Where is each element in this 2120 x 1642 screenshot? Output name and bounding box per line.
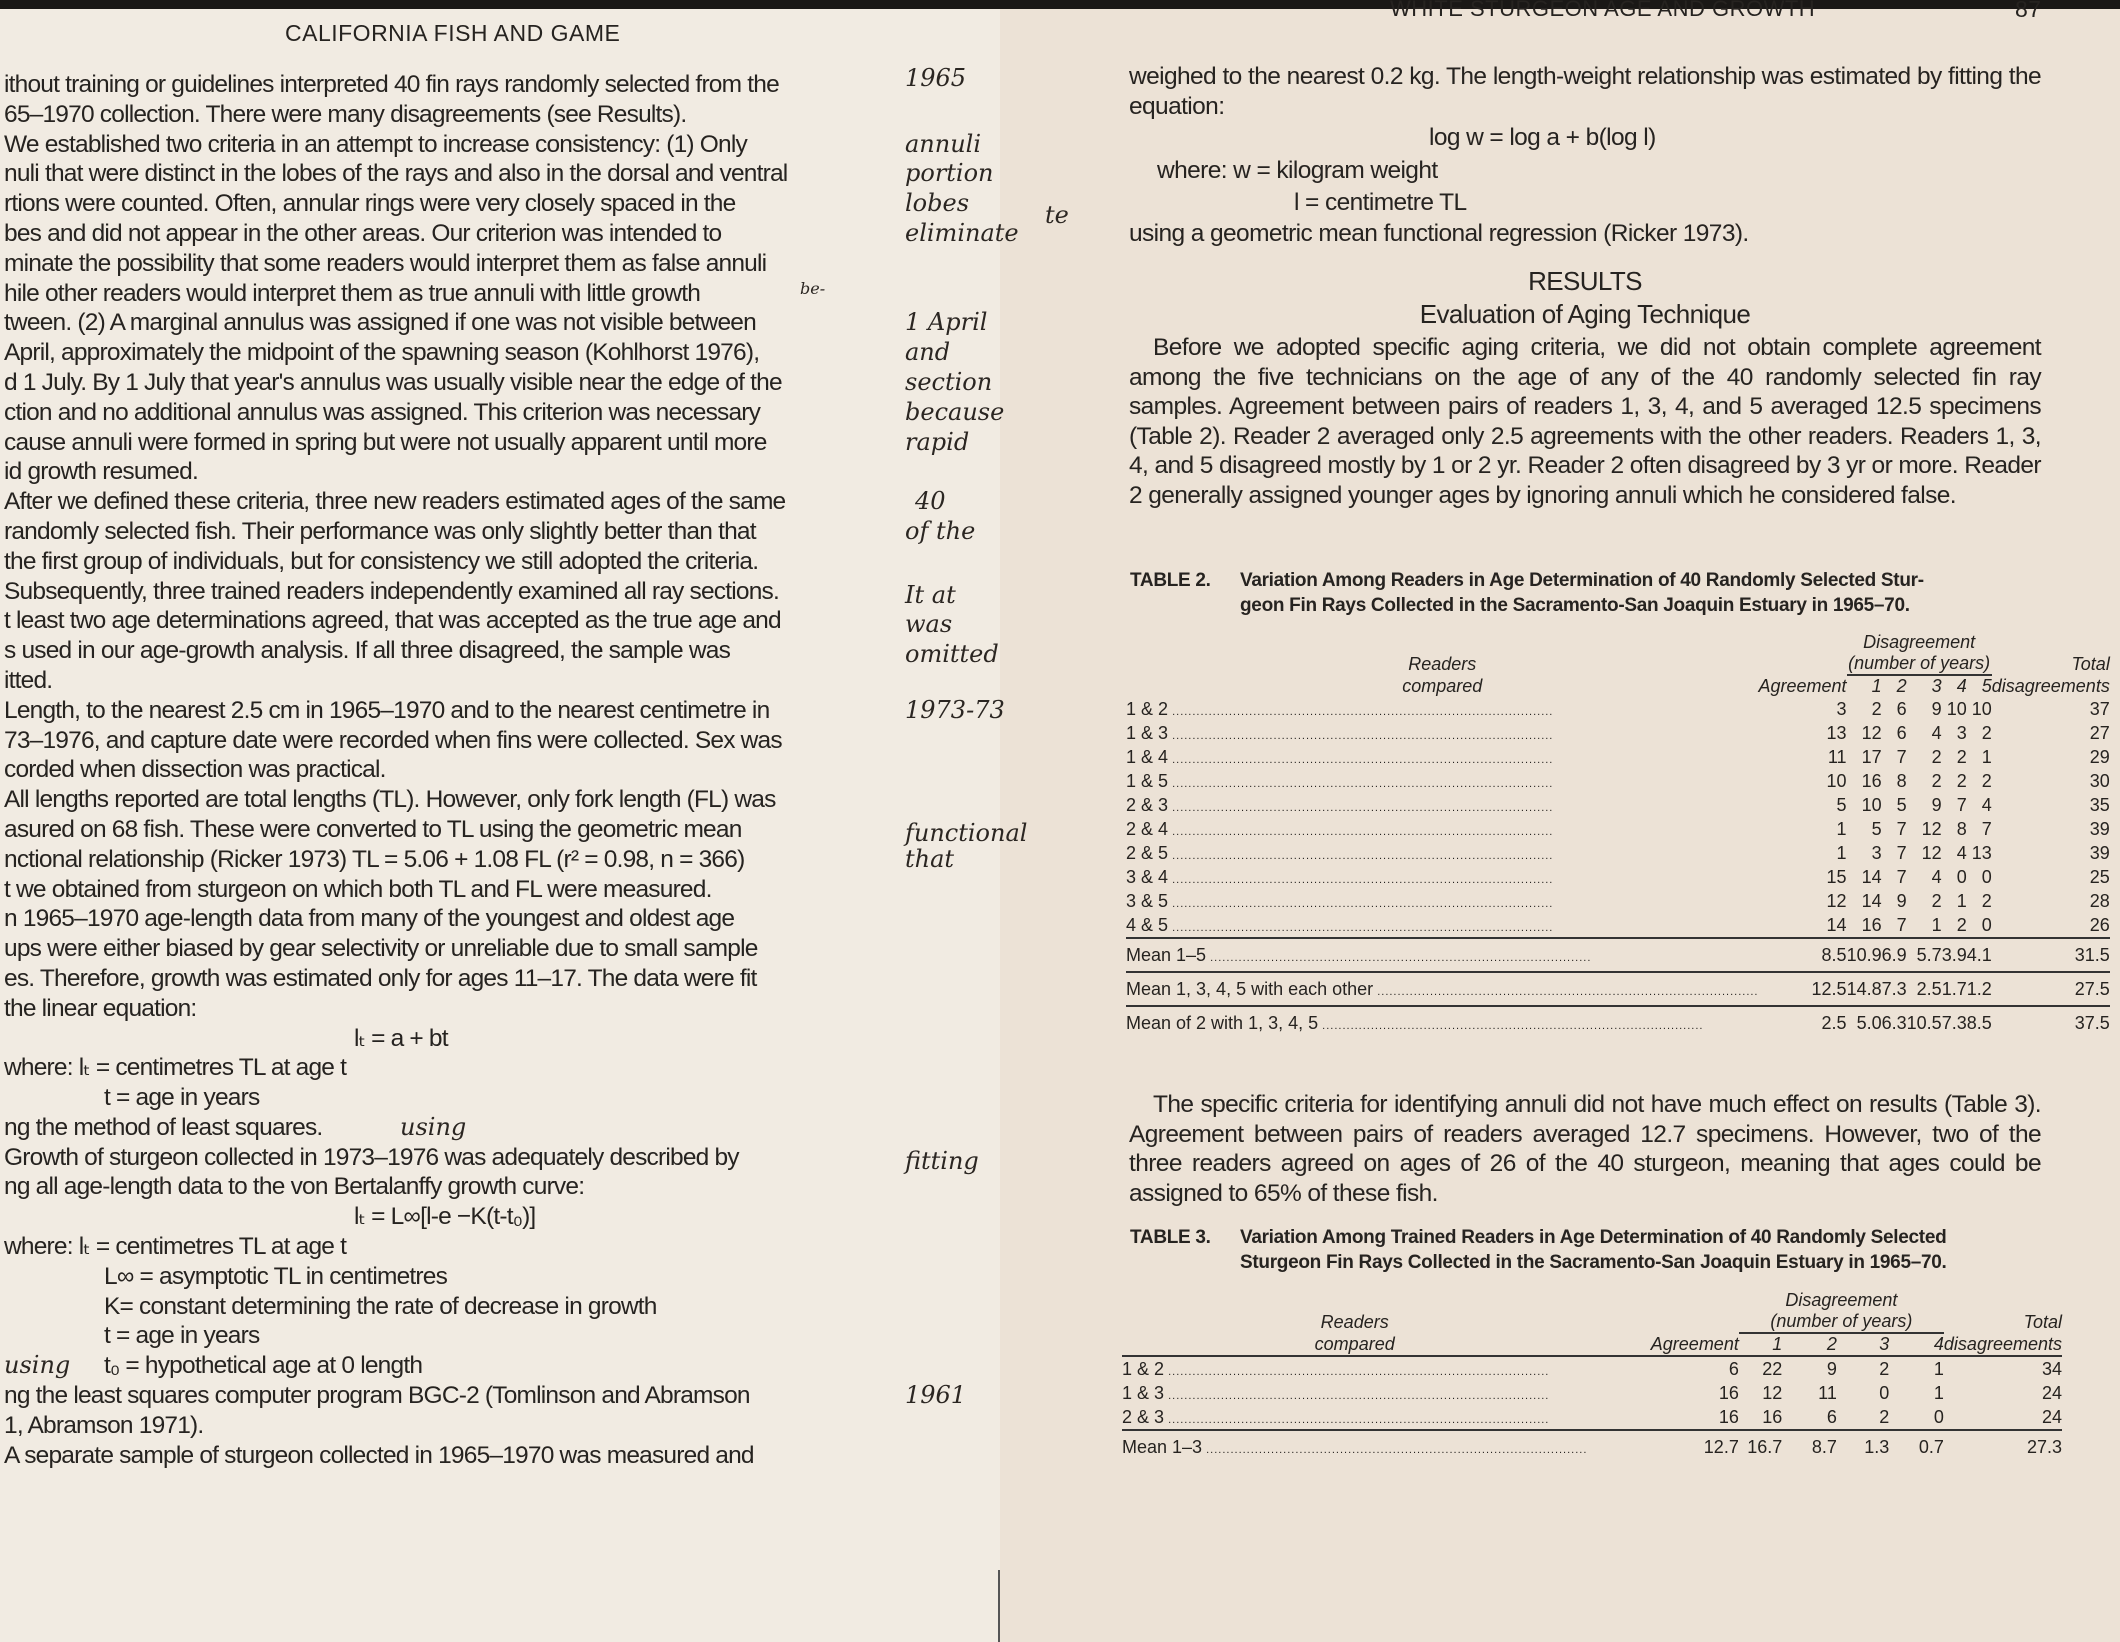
text-line: We established two criteria in an attempt to increase consistency: (1) Only: [4, 130, 747, 158]
cell-value: 1: [1933, 1358, 1944, 1379]
cell-value: 10: [1971, 698, 1992, 719]
header-readers: Readers: [1408, 653, 1477, 674]
text-line: t₀ = hypothetical age at 0 length: [104, 1352, 423, 1380]
handwritten-note: annuli: [905, 129, 982, 158]
cell-value: 39: [2089, 842, 2110, 863]
table-label: TABLE 3.: [1130, 1227, 1211, 1248]
text-line: ng the method of least squares.: [4, 1113, 323, 1141]
text-line: where: lₜ = centimetres TL at age t: [4, 1054, 347, 1082]
row-label: 2 & 5 .....: [1126, 841, 1759, 865]
text-line: n 1965–1970 age-length data from many of the youngest and oldest age: [4, 905, 735, 933]
row-label: 1 & 4 .....: [1126, 745, 1759, 769]
handwritten-note: portion: [905, 159, 994, 188]
header-year-col: 2: [1896, 676, 1907, 696]
text-line: ction and no additional annulus was assigned. This criterion was necessary: [4, 398, 761, 426]
text-line: All lengths reported are total lengths (TL). However, only fork length (FL) was: [4, 786, 776, 814]
text-line: t = age in years: [104, 1322, 260, 1350]
text-line: itted.: [4, 666, 53, 694]
cell-value: 37.5: [1992, 1006, 2110, 1039]
text-line: Length, to the nearest 2.5 cm in 1965–1970 and to the nearest centimetre in: [4, 696, 770, 724]
cell-value: 1.3: [1837, 1430, 1889, 1463]
cell-value: 0: [1933, 1406, 1944, 1427]
text-line: nuli that were distinct in the lobes of the rays and also in the dorsal and ventral: [4, 160, 788, 188]
text-line: 65–1970 collection. There were many disagreements (see Results).: [4, 100, 687, 128]
row-label: 4 & 5 .....: [1126, 913, 1759, 938]
text-line: d 1 July. By 1 July that year's annulus was usually visible near the edge of the: [4, 368, 782, 396]
table-label: TABLE 2.: [1130, 570, 1211, 591]
cell-value: 29: [2089, 746, 2110, 767]
cell-value: 6: [1896, 698, 1907, 719]
cell-value: 12: [1921, 842, 1942, 863]
cell-value: 4: [1931, 722, 1942, 743]
caption-line: Variation Among Readers in Age Determination of 40 Randomly Selected Stur-: [1240, 570, 1924, 591]
cell-value: 28: [2089, 890, 2110, 911]
cell-value: 6.3: [1882, 1006, 1907, 1039]
header-year-col: 1: [1871, 676, 1882, 696]
header-year-col: 2: [1826, 1334, 1837, 1354]
cell-value: 8.5: [1759, 938, 1847, 972]
cell-value: 13: [1826, 722, 1847, 743]
cell-value: 12: [1826, 890, 1847, 911]
mean-row: [1126, 972, 2110, 1006]
running-head-left: CALIFORNIA FISH AND GAME: [285, 20, 621, 46]
handwritten-note: because: [905, 397, 1005, 426]
handwritten-note: 1961: [905, 1381, 967, 1410]
cell-value: 6.9: [1882, 938, 1907, 972]
caption-line: geon Fin Rays Collected in the Sacramento-San Joaquin Estuary in 1965–70.: [1240, 595, 1910, 616]
cell-value: 7: [1896, 746, 1907, 767]
text-line: minate the possibility that some readers would interpret them as false annuli: [4, 249, 767, 277]
cell-value: 1: [1931, 914, 1942, 935]
handwritten-note: 1973-73: [905, 695, 1005, 724]
cell-value: 7.3: [1942, 1006, 1967, 1039]
handwritten-note: eliminate: [905, 219, 1019, 247]
text-line: After we defined these criteria, three new readers estimated ages of the same: [4, 488, 786, 516]
cell-value: 24: [2041, 1382, 2062, 1403]
cell-value: 9: [1826, 1358, 1837, 1379]
cell-value: 37: [2089, 698, 2110, 719]
paragraph: weighed to the nearest 0.2 kg. The length-weight relationship was estimated by fitting the equation:: [1129, 63, 2041, 120]
cell-value: 2: [1931, 890, 1942, 911]
handwritten-note: te: [1045, 201, 1069, 229]
text-line: ng all age-length data to the von Bertalanffy growth curve:: [4, 1173, 585, 1201]
cell-value: 22: [1762, 1358, 1783, 1379]
cell-value: 2: [1981, 890, 1992, 911]
cell-value: 1.2: [1967, 972, 1992, 1006]
cell-value: 10: [1826, 770, 1847, 791]
cell-value: 8: [1896, 770, 1907, 791]
header-total2: disagreements: [1991, 675, 2110, 696]
page-number: 87: [2015, 0, 2042, 22]
cell-value: 2: [1879, 1406, 1890, 1427]
cell-value: 3: [1956, 722, 1967, 743]
cell-value: 12.5: [1759, 972, 1847, 1006]
table-row: [1126, 889, 2110, 913]
row-label: 2 & 3 .....: [1126, 793, 1759, 817]
cell-value: 39: [2089, 818, 2110, 839]
row-label: 2 & 3 .....: [1122, 1405, 1587, 1430]
handwritten-note: using: [400, 1113, 467, 1141]
text-line: hile other readers would interpret them as true annuli with little growth: [4, 279, 701, 307]
table-row: [1126, 721, 2110, 745]
cell-value: 0: [1956, 866, 1967, 887]
subsection-heading: Evaluation of Aging Technique: [1419, 299, 1751, 329]
cell-value: 2: [1956, 914, 1967, 935]
header-disagreement: Disagreement: [1785, 1290, 1898, 1310]
where-line: where: w = kilogram weight: [1157, 157, 1438, 184]
text-line: April, approximately the midpoint of the spawning season (Kohlhorst 1976),: [4, 339, 760, 367]
cell-value: 14: [1861, 866, 1882, 887]
cell-value: 1: [1933, 1382, 1944, 1403]
header-year-col: 4: [1956, 676, 1967, 696]
cell-value: 7.3: [1882, 972, 1907, 1006]
header-agreement: Agreement: [1650, 1333, 1739, 1354]
equation: log w = log a + b(log l): [1429, 124, 1656, 151]
text-line: bes and did not appear in the other areas. Our criterion was intended to: [4, 219, 722, 247]
cell-value: 16: [1861, 770, 1882, 791]
header-total2: disagreements: [1943, 1333, 2062, 1354]
row-label: 1 & 3 .....: [1122, 1381, 1587, 1405]
cell-value: 10.9: [1847, 938, 1882, 972]
cell-value: 6: [1728, 1358, 1739, 1379]
where-line: l = centimetre TL: [1294, 189, 1467, 216]
handwritten-note: section: [905, 368, 993, 396]
handwritten-note: 1 April: [905, 308, 988, 337]
handwritten-note: was: [905, 610, 953, 639]
cell-value: 10.5: [1907, 1006, 1942, 1039]
header-compared: compared: [1314, 1333, 1395, 1354]
cell-value: 9: [1931, 794, 1942, 815]
cell-value: 1.7: [1942, 972, 1967, 1006]
caption-line: Variation Among Trained Readers in Age Determination of 40 Randomly Selected: [1240, 1227, 1947, 1248]
row-label: 1 & 5 .....: [1126, 769, 1759, 793]
cell-value: 3.9: [1942, 938, 1967, 972]
cell-value: 2: [1956, 746, 1967, 767]
text-line: Growth of sturgeon collected in 1973–1976 was adequately described by: [4, 1143, 739, 1171]
mean-row: [1126, 938, 2110, 972]
cell-value: 12: [1861, 722, 1882, 743]
cell-value: 5.7: [1907, 938, 1942, 972]
cell-value: 1: [1981, 746, 1992, 767]
header-years: (number of years): [1739, 1311, 1944, 1333]
cell-value: 1: [1836, 842, 1847, 863]
cell-value: 2: [1879, 1358, 1890, 1379]
cell-value: 0: [1879, 1382, 1890, 1403]
text-line: asured on 68 fish. These were converted to TL using the geometric mean: [4, 815, 742, 843]
cell-value: 2: [1931, 746, 1942, 767]
cell-value: 5: [1871, 818, 1882, 839]
cell-value: 16: [1718, 1382, 1739, 1403]
text-line: ithout training or guidelines interpreted 40 fin rays randomly selected from the: [4, 71, 779, 98]
cell-value: 31.5: [1992, 938, 2110, 972]
cell-value: 14.8: [1847, 972, 1882, 1006]
text-line: s used in our age-growth analysis. If all three disagreed, the sample was: [4, 637, 731, 665]
cell-value: 11: [1818, 1382, 1837, 1403]
table-row: [1126, 865, 2110, 889]
header-year-col: 3: [1879, 1334, 1890, 1354]
cell-value: 7: [1956, 794, 1967, 815]
table-row: [1126, 793, 2110, 817]
handwritten-note: be-: [800, 278, 826, 298]
cell-value: 9: [1896, 890, 1907, 911]
cell-value: 4.1: [1967, 938, 1992, 972]
text-line: id growth resumed.: [4, 458, 198, 486]
cell-value: 24: [2041, 1406, 2062, 1427]
cell-value: 34: [2041, 1358, 2062, 1379]
handwritten-note: rapid: [905, 427, 970, 456]
header-year-col: 5: [1981, 676, 1992, 696]
header-year-col: 4: [1933, 1334, 1944, 1354]
cell-value: 13: [1971, 842, 1992, 863]
cell-value: 8.7: [1782, 1430, 1837, 1463]
mean-row: [1126, 1006, 2110, 1039]
row-label: 3 & 4 .....: [1126, 865, 1759, 889]
table-row: [1126, 769, 2110, 793]
paragraph: The specific criteria for identifying annuli did not have much effect on results (Table 3). Agreement between pairs of readers averaged 12.7 specimens. However, two of the three readers agreed on ages of 26 of the 40 sturgeon, meaning that ages could be assigned to 65% of these fish.: [1129, 1091, 2041, 1207]
text-line: nctional relationship (Ricker 1973) TL = 5.06 + 1.08 FL (r² = 0.98, n = 366): [4, 845, 745, 873]
table-2: [1126, 632, 2110, 1039]
handwritten-note: 40: [915, 487, 946, 516]
cell-value: 2: [1931, 770, 1942, 791]
cell-value: 17: [1861, 746, 1882, 767]
row-label: Mean of 2 with 1, 3, 4, 5 .....: [1126, 1006, 1759, 1039]
text-line: A separate sample of sturgeon collected in 1965–1970 was measured and: [4, 1441, 754, 1469]
handwritten-note: using: [4, 1351, 71, 1380]
cell-value: 14: [1861, 890, 1882, 911]
cell-value: 12: [1762, 1382, 1783, 1403]
cell-value: 10: [1946, 698, 1967, 719]
cell-value: 27.5: [1992, 972, 2110, 1006]
row-label: Mean 1–3 .....: [1122, 1430, 1587, 1463]
cell-value: 12: [1921, 818, 1942, 839]
table-2-caption: [1130, 568, 2105, 618]
cell-value: 2: [1981, 770, 1992, 791]
text-line: the first group of individuals, but for consistency we still adopted the criteria.: [4, 547, 759, 575]
text-line: es. Therefore, growth was estimated only for ages 11–17. The data were fit: [4, 964, 757, 992]
cell-value: 8.5: [1967, 1006, 1992, 1039]
text-line: t = age in years: [104, 1084, 260, 1112]
table-3-caption: [1130, 1225, 2105, 1275]
cell-value: 7: [1896, 842, 1907, 863]
cell-value: 8: [1956, 818, 1967, 839]
cell-value: 3: [1871, 842, 1882, 863]
handwritten-note: omitted: [905, 640, 999, 669]
cell-value: 14: [1826, 914, 1847, 935]
cell-value: 6: [1826, 1406, 1837, 1427]
header-readers: Readers: [1320, 1311, 1389, 1332]
header-total: Total: [2071, 653, 2110, 674]
text-line: 73–1976, and capture date were recorded when fins were collected. Sex was: [4, 726, 782, 754]
cell-value: 4: [1956, 842, 1967, 863]
text-line: cause annuli were formed in spring but were not usually apparent until more: [4, 428, 767, 456]
cell-value: 35: [2089, 794, 2110, 815]
caption-line: Sturgeon Fin Rays Collected in the Sacramento-San Joaquin Estuary in 1965–70.: [1240, 1252, 1947, 1273]
cell-value: 0: [1981, 866, 1992, 887]
cell-value: 26: [2089, 914, 2110, 935]
running-head-right: WHITE STURGEON AGE AND GROWTH: [1390, 0, 1816, 21]
table-row: [1122, 1405, 2062, 1430]
cell-value: 7: [1896, 914, 1907, 935]
text-line: t we obtained from sturgeon on which both TL and FL were measured.: [4, 875, 712, 903]
row-label: Mean 1–5 .....: [1126, 938, 1759, 972]
row-label: Mean 1, 3, 4, 5 with each other .....: [1126, 972, 1759, 1006]
row-label: 1 & 2 .....: [1122, 1356, 1587, 1381]
text-line: the linear equation:: [4, 994, 197, 1022]
cell-value: 2.5: [1759, 1006, 1847, 1039]
text-line: where: lₜ = centimetres TL at age t: [4, 1233, 347, 1261]
row-label: 1 & 2 .....: [1126, 697, 1759, 721]
text-line: K= constant determining the rate of decrease in growth: [104, 1292, 657, 1320]
cell-value: 4: [1981, 794, 1992, 815]
table-row: [1126, 841, 2110, 865]
cell-value: 4: [1931, 866, 1942, 887]
mean-row: [1122, 1430, 2062, 1463]
cell-value: 0.7: [1889, 1430, 1944, 1463]
handwritten-note: of the: [905, 517, 976, 545]
text-line: lₜ = a + bt: [354, 1024, 448, 1052]
cell-value: 16: [1718, 1406, 1739, 1427]
cell-value: 7: [1896, 866, 1907, 887]
row-label: 3 & 5 .....: [1126, 889, 1759, 913]
cell-value: 1: [1836, 818, 1847, 839]
text-line: ups were either biased by gear selectivity or unreliable due to small sample: [4, 935, 758, 963]
section-heading: RESULTS: [1528, 266, 1642, 296]
handwritten-note: fitting: [905, 1146, 979, 1175]
cell-value: 2: [1956, 770, 1967, 791]
handwritten-note: lobes: [905, 189, 970, 218]
header-compared: compared: [1402, 675, 1483, 696]
row-label: 2 & 4 .....: [1126, 817, 1759, 841]
table-row: [1126, 913, 2110, 938]
header-year-col: 1: [1772, 1334, 1783, 1354]
handwritten-note: and: [905, 338, 951, 367]
paragraph: Before we adopted specific aging criteria, we did not obtain complete agreement among the five technicians on the age of any of the 40 randomly selected fin ray samples. Agreement between pairs of readers 1, 3, 4, and 5 averaged 12.5 specimens (Table 2). Reader 2 averaged only 2.5 agreements with the other readers. Readers 1, 3, 4, and 5 disagreed mostly by 1 or 2 yr. Reader 2 often disagreed by 3 yr or more. Reader 2 generally assigned younger ages by ignoring annuli which he considered false.: [1129, 334, 2041, 509]
text-line: L∞ = asymptotic TL in centimetres: [104, 1262, 448, 1290]
text-line: t least two age determinations agreed, that was accepted as the true age and: [4, 607, 781, 635]
cell-value: 15: [1826, 866, 1847, 887]
text-line: randomly selected fish. Their performance was only slightly better than that: [4, 517, 756, 545]
cell-value: 16: [1861, 914, 1882, 935]
handwritten-note: It at: [905, 580, 956, 609]
cell-value: 16: [1762, 1406, 1783, 1427]
cell-value: 27.3: [1944, 1430, 2062, 1463]
handwritten-note: 1965: [905, 64, 967, 92]
cell-value: 7: [1981, 818, 1992, 839]
cell-value: 0: [1981, 914, 1992, 935]
table-row: [1122, 1381, 2062, 1405]
cell-value: 2: [1981, 722, 1992, 743]
cell-value: 5: [1896, 794, 1907, 815]
table-row: [1126, 697, 2110, 721]
cell-value: 7: [1896, 818, 1907, 839]
cell-value: 5: [1836, 794, 1847, 815]
header-disagreement: Disagreement: [1863, 632, 1976, 652]
cell-value: 6: [1896, 722, 1907, 743]
cell-value: 27: [2089, 722, 2110, 743]
text-line: rtions were counted. Often, annular rings were very closely spaced in the: [4, 190, 736, 218]
cell-value: 2.5: [1907, 972, 1942, 1006]
cell-value: 5.0: [1847, 1006, 1882, 1039]
table-row: [1122, 1356, 2062, 1381]
cell-value: 30: [2089, 770, 2110, 791]
left-column-text: [4, 70, 884, 1470]
cell-value: 25: [2089, 866, 2110, 887]
text-line: tween. (2) A marginal annulus was assigned if one was not visible between: [4, 309, 756, 337]
cell-value: 16.7: [1739, 1430, 1782, 1463]
text-line: 1, Abramson 1971).: [4, 1411, 204, 1439]
handwritten-note: functional: [905, 819, 1028, 847]
cell-value: 3: [1836, 698, 1847, 719]
header-years: (number of years): [1848, 653, 1991, 673]
text-line: lₜ = L∞[l-e −K(t-t₀)]: [354, 1203, 536, 1231]
header-agreement: Agreement: [1758, 675, 1847, 696]
cell-value: 10: [1861, 794, 1882, 815]
cell-value: 11: [1827, 746, 1847, 767]
table-3: [1122, 1290, 2062, 1463]
header-year-col: 3: [1931, 676, 1942, 696]
table-row: [1126, 745, 2110, 769]
table-row: [1126, 817, 2110, 841]
cell-value: 2: [1871, 698, 1882, 719]
cell-value: 12.7: [1587, 1430, 1738, 1463]
header-total: Total: [2023, 1311, 2062, 1332]
cell-value: 1: [1956, 890, 1967, 911]
text-line: Subsequently, three trained readers independently examined all ray sections.: [4, 577, 779, 605]
paragraph: using a geometric mean functional regression (Ricker 1973).: [1129, 220, 1749, 247]
handwritten-note: that: [905, 844, 955, 873]
row-label: 1 & 3 .....: [1126, 721, 1759, 745]
text-line: corded when dissection was practical.: [4, 756, 386, 784]
text-line: ng the least squares computer program BGC-2 (Tomlinson and Abramson: [4, 1382, 750, 1410]
cell-value: 9: [1931, 698, 1942, 719]
page-gutter: [998, 1570, 1000, 1642]
